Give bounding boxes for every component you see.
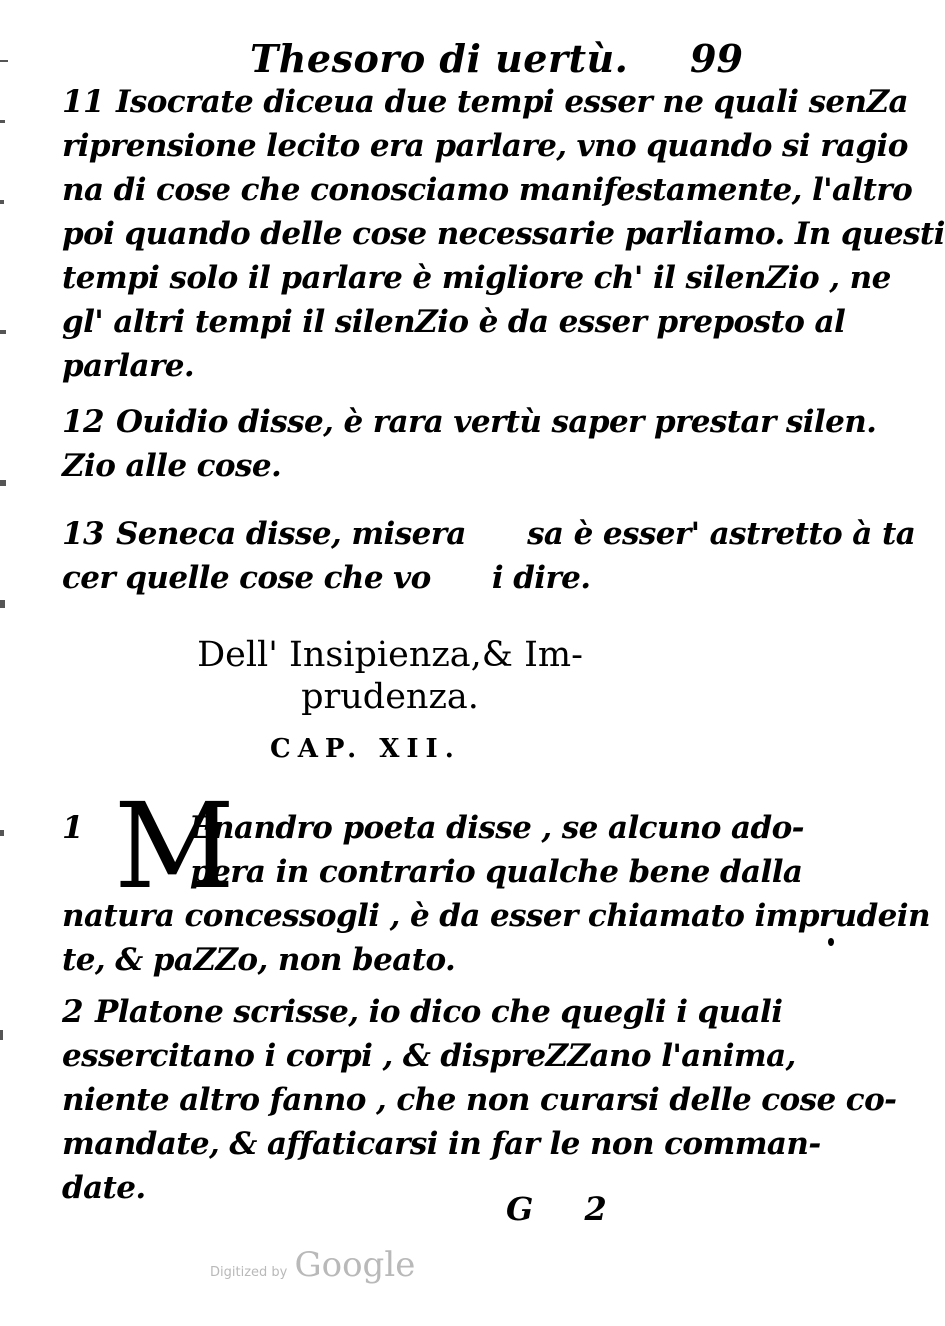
text-line: tempi solo il parlare è migliore ch' il silenZio , ne [62,260,891,296]
entry-13 [62,512,916,600]
text-line: 11 Isocrate diceua due tempi esser ne quali senZa [62,84,909,120]
text-line: essercitano i corpi , & dispreZZano l'anima, [62,1038,796,1074]
scan-edge-mark [0,330,6,334]
entry-2 [62,990,897,1210]
running-head: Thesoro di uertù. [250,36,629,81]
scan-edge-mark [0,60,8,62]
chapter-number: CAP. XII. [270,734,461,764]
text-line: natura concessogli , è da esser chiamato imprudein [62,898,930,934]
scan-edge-mark [0,480,6,486]
scan-edge-mark [0,600,5,608]
text-line: Zio alle cose. [62,448,282,484]
drop-cap: M [114,777,235,915]
text-line: gl' altri tempi il silenZio è da esser preposto al [62,304,846,340]
text-line: parlare. [62,348,195,384]
entry-1 [62,806,930,982]
entry-number: 13 [62,516,104,552]
text-line: niente altro fanno , che non curarsi delle cose co- [62,1082,897,1118]
scan-edge-mark [0,1030,3,1040]
text-line: riprensione lecito era parlare, vno quando si ragio [62,128,908,164]
text-line: date. [62,1170,146,1206]
entry-number: 12 [62,404,104,440]
text-line: 1 Enandro poeta disse , se alcuno ado- [62,810,804,846]
text-line: cer quelle cose che vo i dire. [62,560,591,596]
signature-mark: G 2 [506,1190,627,1228]
scan-edge-mark [0,830,4,836]
page-number: 99 [690,36,743,81]
text-line: 2 Platone scrisse, io dico che quegli i quali [62,994,783,1030]
text-line: na di cose che conosciamo manifestamente, l'altro [62,172,913,208]
entry-number: 11 [62,84,104,120]
text-line: poi quando delle cose necessarie parliamo. In questi [62,216,945,252]
text-line: te, & paZZo, non beato. [62,942,456,978]
chapter-title-line: prudenza. [301,677,479,717]
digitized-watermark [210,1245,415,1285]
scan-speck [828,938,834,946]
entry-11 [62,80,945,388]
entry-number: 1 [62,810,83,846]
watermark-small-text: Digitized by [210,1265,288,1280]
text-line: 13 Seneca disse, misera sa è esser' astretto à ta [62,516,916,552]
entry-12 [62,400,877,488]
text-line: 12 Ouidio disse, è rara vertù saper prestar silen. [62,404,877,440]
text-line: mandate, & affaticarsi in far le non comman- [62,1126,821,1162]
entry-number: 2 [62,994,83,1030]
text-line: pera in contrario qualche bene dalla [190,854,803,890]
scan-edge-mark [0,200,4,204]
scan-edge-mark [0,120,5,123]
chapter-title-line: Dell' Insipienza,& Im- [197,635,583,675]
chapter-title [195,634,585,718]
google-logo-text: Google [294,1245,416,1285]
